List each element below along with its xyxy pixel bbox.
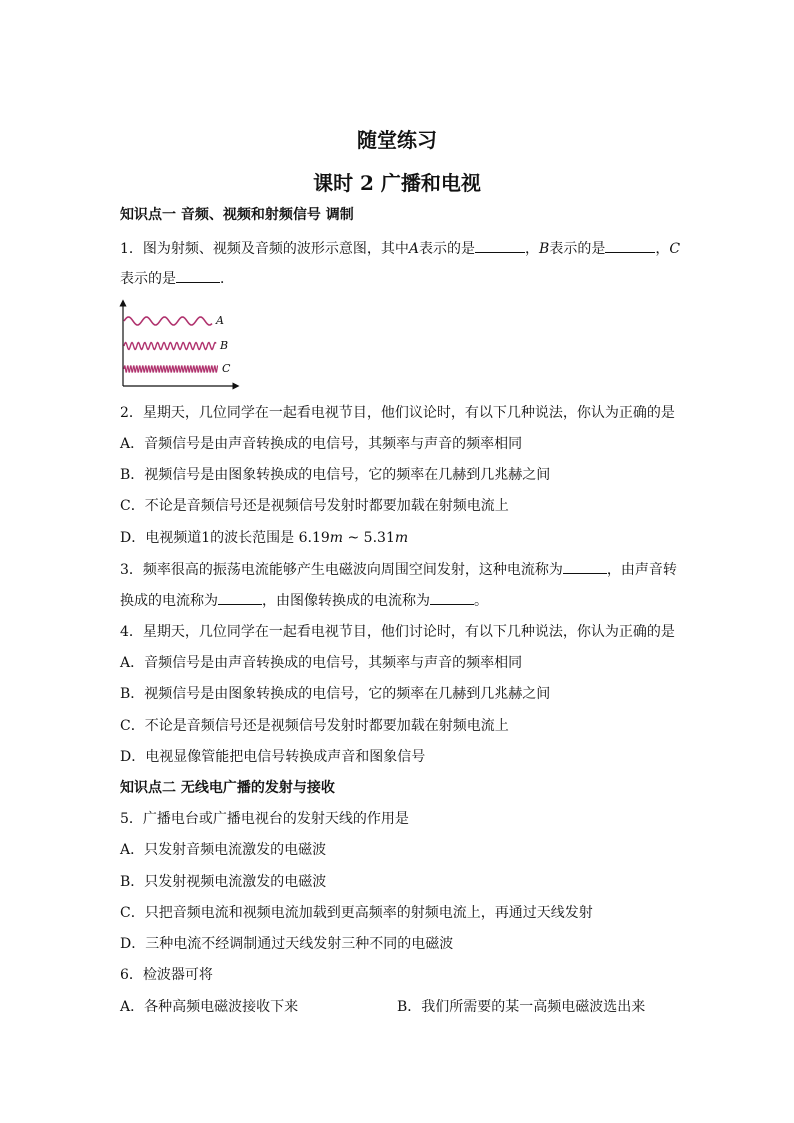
wave-label-b: B: [220, 339, 229, 352]
q3-text: ，由声音转: [606, 562, 677, 578]
q5-option-d[interactable]: D．三种电流不经调制通过天线发射三种不同的电磁波: [120, 936, 454, 952]
q5-option-a[interactable]: A．只发射音频电流激发的电磁波: [120, 842, 327, 858]
q1-b-text: 表示的是: [549, 241, 606, 257]
q3-blank-1[interactable]: [563, 559, 607, 574]
question-2-stem: 2．星期天，几位同学在一起看电视节目，他们议论时，有以下几种说法，你认为正确的是: [120, 405, 675, 421]
question-5-stem: 5．广播电台或广播电视台的发射天线的作用是: [120, 811, 409, 827]
q4-option-a[interactable]: A．音频信号是由声音转换成的电信号，其频率与声音的频率相同: [120, 655, 523, 671]
lesson-subtitle: 课时 2 广播和电视: [313, 171, 481, 195]
section-heading-1: 知识点一 音频、视频和射频信号 调制: [120, 207, 354, 223]
q3-blank-3[interactable]: [430, 590, 474, 605]
q2-option-a[interactable]: A．音频信号是由声音转换成的电信号，其频率与声音的频率相同: [120, 436, 523, 452]
q3-blank-2[interactable]: [218, 590, 262, 605]
q1-blank-a[interactable]: [475, 238, 525, 253]
q5-option-c[interactable]: C．只把音频电流和视频电流加载到更高频率的射频电流上，再通过天线发射: [120, 905, 593, 921]
q1-letter-a: A: [408, 241, 420, 257]
waveform-figure: [112, 298, 242, 390]
wave-a: [124, 317, 212, 325]
q1-sep: ，: [655, 241, 670, 257]
q1-c-text: 表示的是: [120, 271, 176, 287]
wave-label-a: A: [216, 314, 224, 327]
wave-label-c: C: [222, 362, 231, 375]
q5-option-b[interactable]: B．只发射视频电流激发的电磁波: [120, 874, 327, 890]
q3-text: ，由图像转换成的电流称为: [262, 593, 430, 609]
page-title: 随堂练习: [357, 128, 437, 152]
question-3-line-2: [120, 590, 488, 611]
q2-option-d[interactable]: [120, 528, 408, 548]
q6-option-b[interactable]: B．我们所需要的某一高频电磁波选出来: [397, 999, 646, 1015]
q2-d-unit: m: [329, 530, 344, 546]
q1-blank-c[interactable]: [176, 268, 220, 283]
q2-d-text: ~ 5.31: [343, 530, 395, 546]
question-1-line-1: [120, 238, 680, 259]
q4-option-d[interactable]: D．电视显像管能把电信号转换成声音和图象信号: [120, 749, 426, 765]
q4-option-c[interactable]: C．不论是音频信号还是视频信号发射时都要加载在射频电流上: [120, 718, 509, 734]
q2-d-text: D．电视频道1的波长范围是 6.19: [120, 530, 330, 546]
q1-letter-b: B: [539, 241, 550, 257]
q1-sep: ，: [525, 241, 540, 257]
wave-c: [124, 366, 218, 372]
wave-b: [124, 343, 216, 350]
q1-blank-b[interactable]: [605, 238, 655, 253]
q3-text: 。: [474, 593, 488, 609]
q3-text: 3．频率很高的振荡电流能够产生电磁波向周围空间发射，这种电流称为: [120, 562, 563, 578]
section-heading-2: 知识点二 无线电广播的发射与接收: [120, 780, 335, 796]
q3-text: 换成的电流称为: [120, 593, 218, 609]
q2-d-unit: m: [394, 530, 409, 546]
q2-option-c[interactable]: C．不论是音频信号还是视频信号发射时都要加载在射频电流上: [120, 498, 509, 514]
q1-letter-c: C: [669, 241, 681, 257]
question-3-line-1: [120, 559, 677, 580]
q1-a-text: 表示的是: [419, 241, 476, 257]
q4-option-b[interactable]: B．视频信号是由图象转换成的电信号，它的频率在几赫到几兆赫之间: [120, 686, 551, 702]
q2-option-b[interactable]: B．视频信号是由图象转换成的电信号，它的频率在几赫到几兆赫之间: [120, 467, 551, 483]
q6-option-a[interactable]: A．各种高频电磁波接收下来: [120, 999, 299, 1015]
question-1-line-2: [120, 268, 234, 289]
q1-prefix: 1．图为射频、视频及音频的波形示意图，其中: [120, 241, 409, 257]
q1-end: ．: [220, 271, 234, 287]
question-4-stem: 4．星期天，几位同学在一起看电视节目，他们讨论时，有以下几种说法，你认为正确的是: [120, 624, 675, 640]
question-6-stem: 6．检波器可将: [120, 967, 213, 983]
